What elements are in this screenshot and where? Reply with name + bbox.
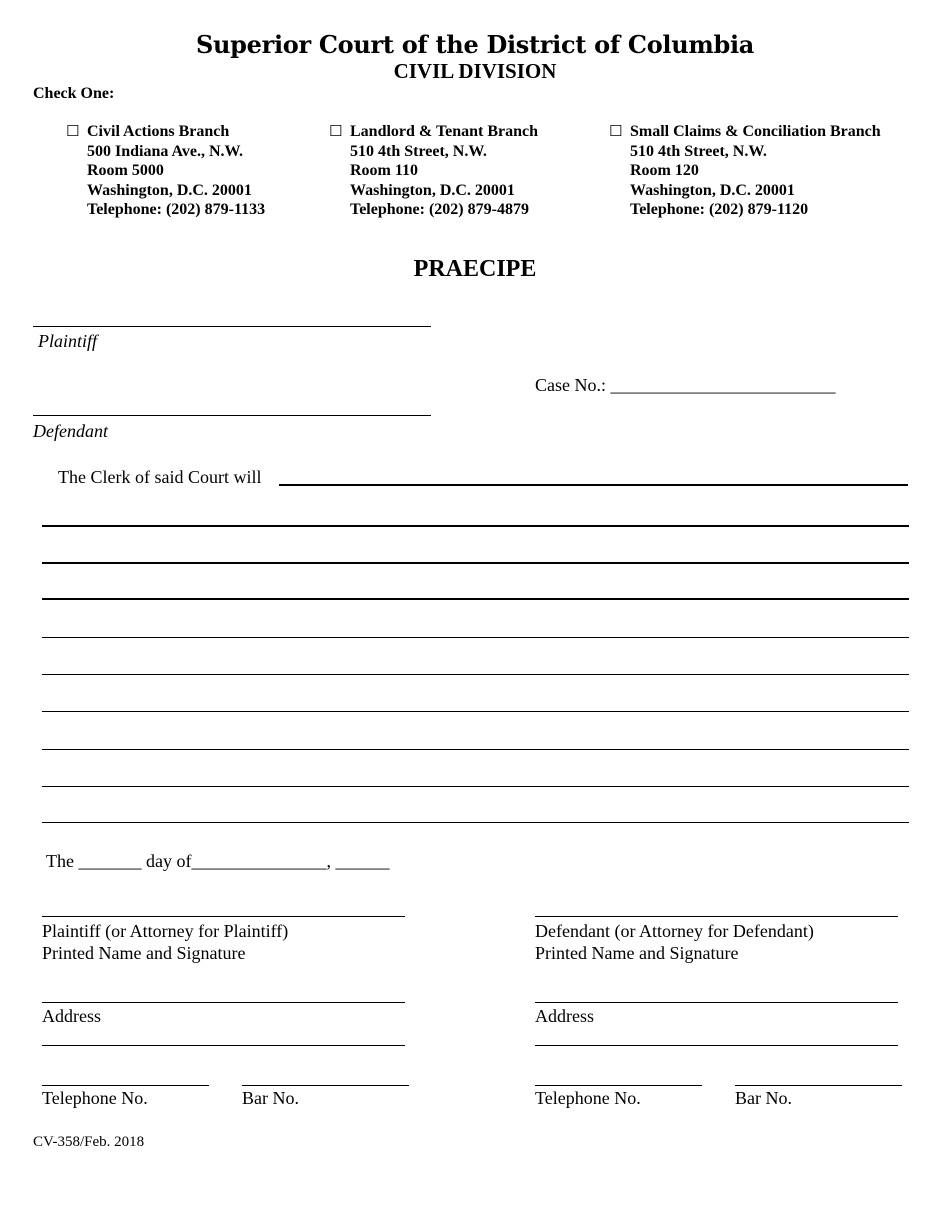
form-id: CV-358/Feb. 2018: [33, 1134, 145, 1150]
defendant-signature-label: Defendant (or Attorney for Defendant): [535, 921, 814, 941]
defendant-address-line-2[interactable]: [535, 1045, 898, 1046]
instruction-line[interactable]: [42, 637, 909, 638]
instruction-line[interactable]: [42, 822, 909, 823]
branch-name: Landlord & Tenant Branch: [350, 123, 539, 140]
plaintiff-address-line-2[interactable]: [42, 1045, 405, 1046]
defendant-label: Defendant: [33, 421, 108, 441]
instruction-line[interactable]: [42, 786, 909, 787]
branch-checkbox[interactable]: ☐: [66, 122, 80, 140]
instruction-line[interactable]: [42, 711, 909, 712]
defendant-telephone-label: Telephone No.: [535, 1088, 641, 1108]
defendant-telephone-line[interactable]: [535, 1085, 702, 1086]
branch-name: Civil Actions Branch: [87, 123, 230, 140]
defendant-bar-label: Bar No.: [735, 1088, 792, 1108]
defendant-signature-caption: [535, 920, 814, 964]
defendant-address-line[interactable]: [535, 1002, 898, 1003]
branch-city: Washington, D.C. 20001: [630, 181, 795, 199]
plaintiff-signature-label: Plaintiff (or Attorney for Plaintiff): [42, 921, 289, 941]
plaintiff-telephone-label: Telephone No.: [42, 1088, 148, 1108]
plaintiff-telephone-line[interactable]: [42, 1085, 209, 1086]
court-title: Superior Court of the District of Columbia: [195, 30, 755, 59]
branch-checkbox[interactable]: ☐: [329, 122, 343, 140]
plaintiff-signature-caption: [42, 920, 288, 964]
plaintiff-bar-line[interactable]: [242, 1085, 409, 1086]
branch-checkbox[interactable]: ☐: [609, 122, 623, 140]
defendant-bar-line[interactable]: [735, 1085, 902, 1086]
branch-room: Room 120: [630, 162, 699, 180]
defendant-printed-name-label: Printed Name and Signature: [535, 943, 739, 963]
plaintiff-bar-label: Bar No.: [242, 1088, 299, 1108]
clerk-instruction: The Clerk of said Court will: [58, 467, 262, 487]
date-line[interactable]: The _______ day of_______________, ______: [46, 851, 390, 871]
plaintiff-name-line[interactable]: [33, 326, 431, 327]
plaintiff-label: Plaintiff: [38, 331, 98, 351]
instruction-line[interactable]: [42, 598, 909, 600]
branch-room: Room 110: [350, 162, 418, 180]
plaintiff-address-line[interactable]: [42, 1002, 405, 1003]
instruction-line[interactable]: [42, 674, 909, 675]
plaintiff-address-label: Address: [42, 1006, 101, 1026]
division-title: CIVIL DIVISION: [393, 59, 557, 83]
plaintiff-signature-line[interactable]: [42, 916, 405, 917]
branch-city: Washington, D.C. 20001: [350, 181, 515, 199]
instruction-line[interactable]: [42, 749, 909, 750]
branch-street: 500 Indiana Ave., N.W.: [87, 142, 244, 160]
defendant-address-label: Address: [535, 1006, 594, 1026]
instruction-line[interactable]: [42, 562, 909, 564]
defendant-name-line[interactable]: [33, 415, 431, 416]
case-number-field[interactable]: Case No.: _________________________: [535, 375, 836, 395]
branch-phone: Telephone: (202) 879-1133: [87, 201, 266, 219]
branch-phone: Telephone: (202) 879-4879: [350, 201, 529, 219]
instruction-line[interactable]: [42, 525, 909, 527]
branch-city: Washington, D.C. 20001: [87, 181, 252, 199]
branch-phone: Telephone: (202) 879-1120: [630, 201, 809, 219]
instruction-line[interactable]: [279, 484, 908, 486]
branch-street: 510 4th Street, N.W.: [350, 142, 487, 160]
defendant-signature-line[interactable]: [535, 916, 898, 917]
branch-name: Small Claims & Conciliation Branch: [630, 123, 881, 140]
branch-street: 510 4th Street, N.W.: [630, 142, 767, 160]
branch-room: Room 5000: [87, 162, 164, 180]
check-one-label: Check One:: [33, 85, 115, 102]
form-title: PRAECIPE: [413, 256, 537, 282]
plaintiff-printed-name-label: Printed Name and Signature: [42, 943, 246, 963]
